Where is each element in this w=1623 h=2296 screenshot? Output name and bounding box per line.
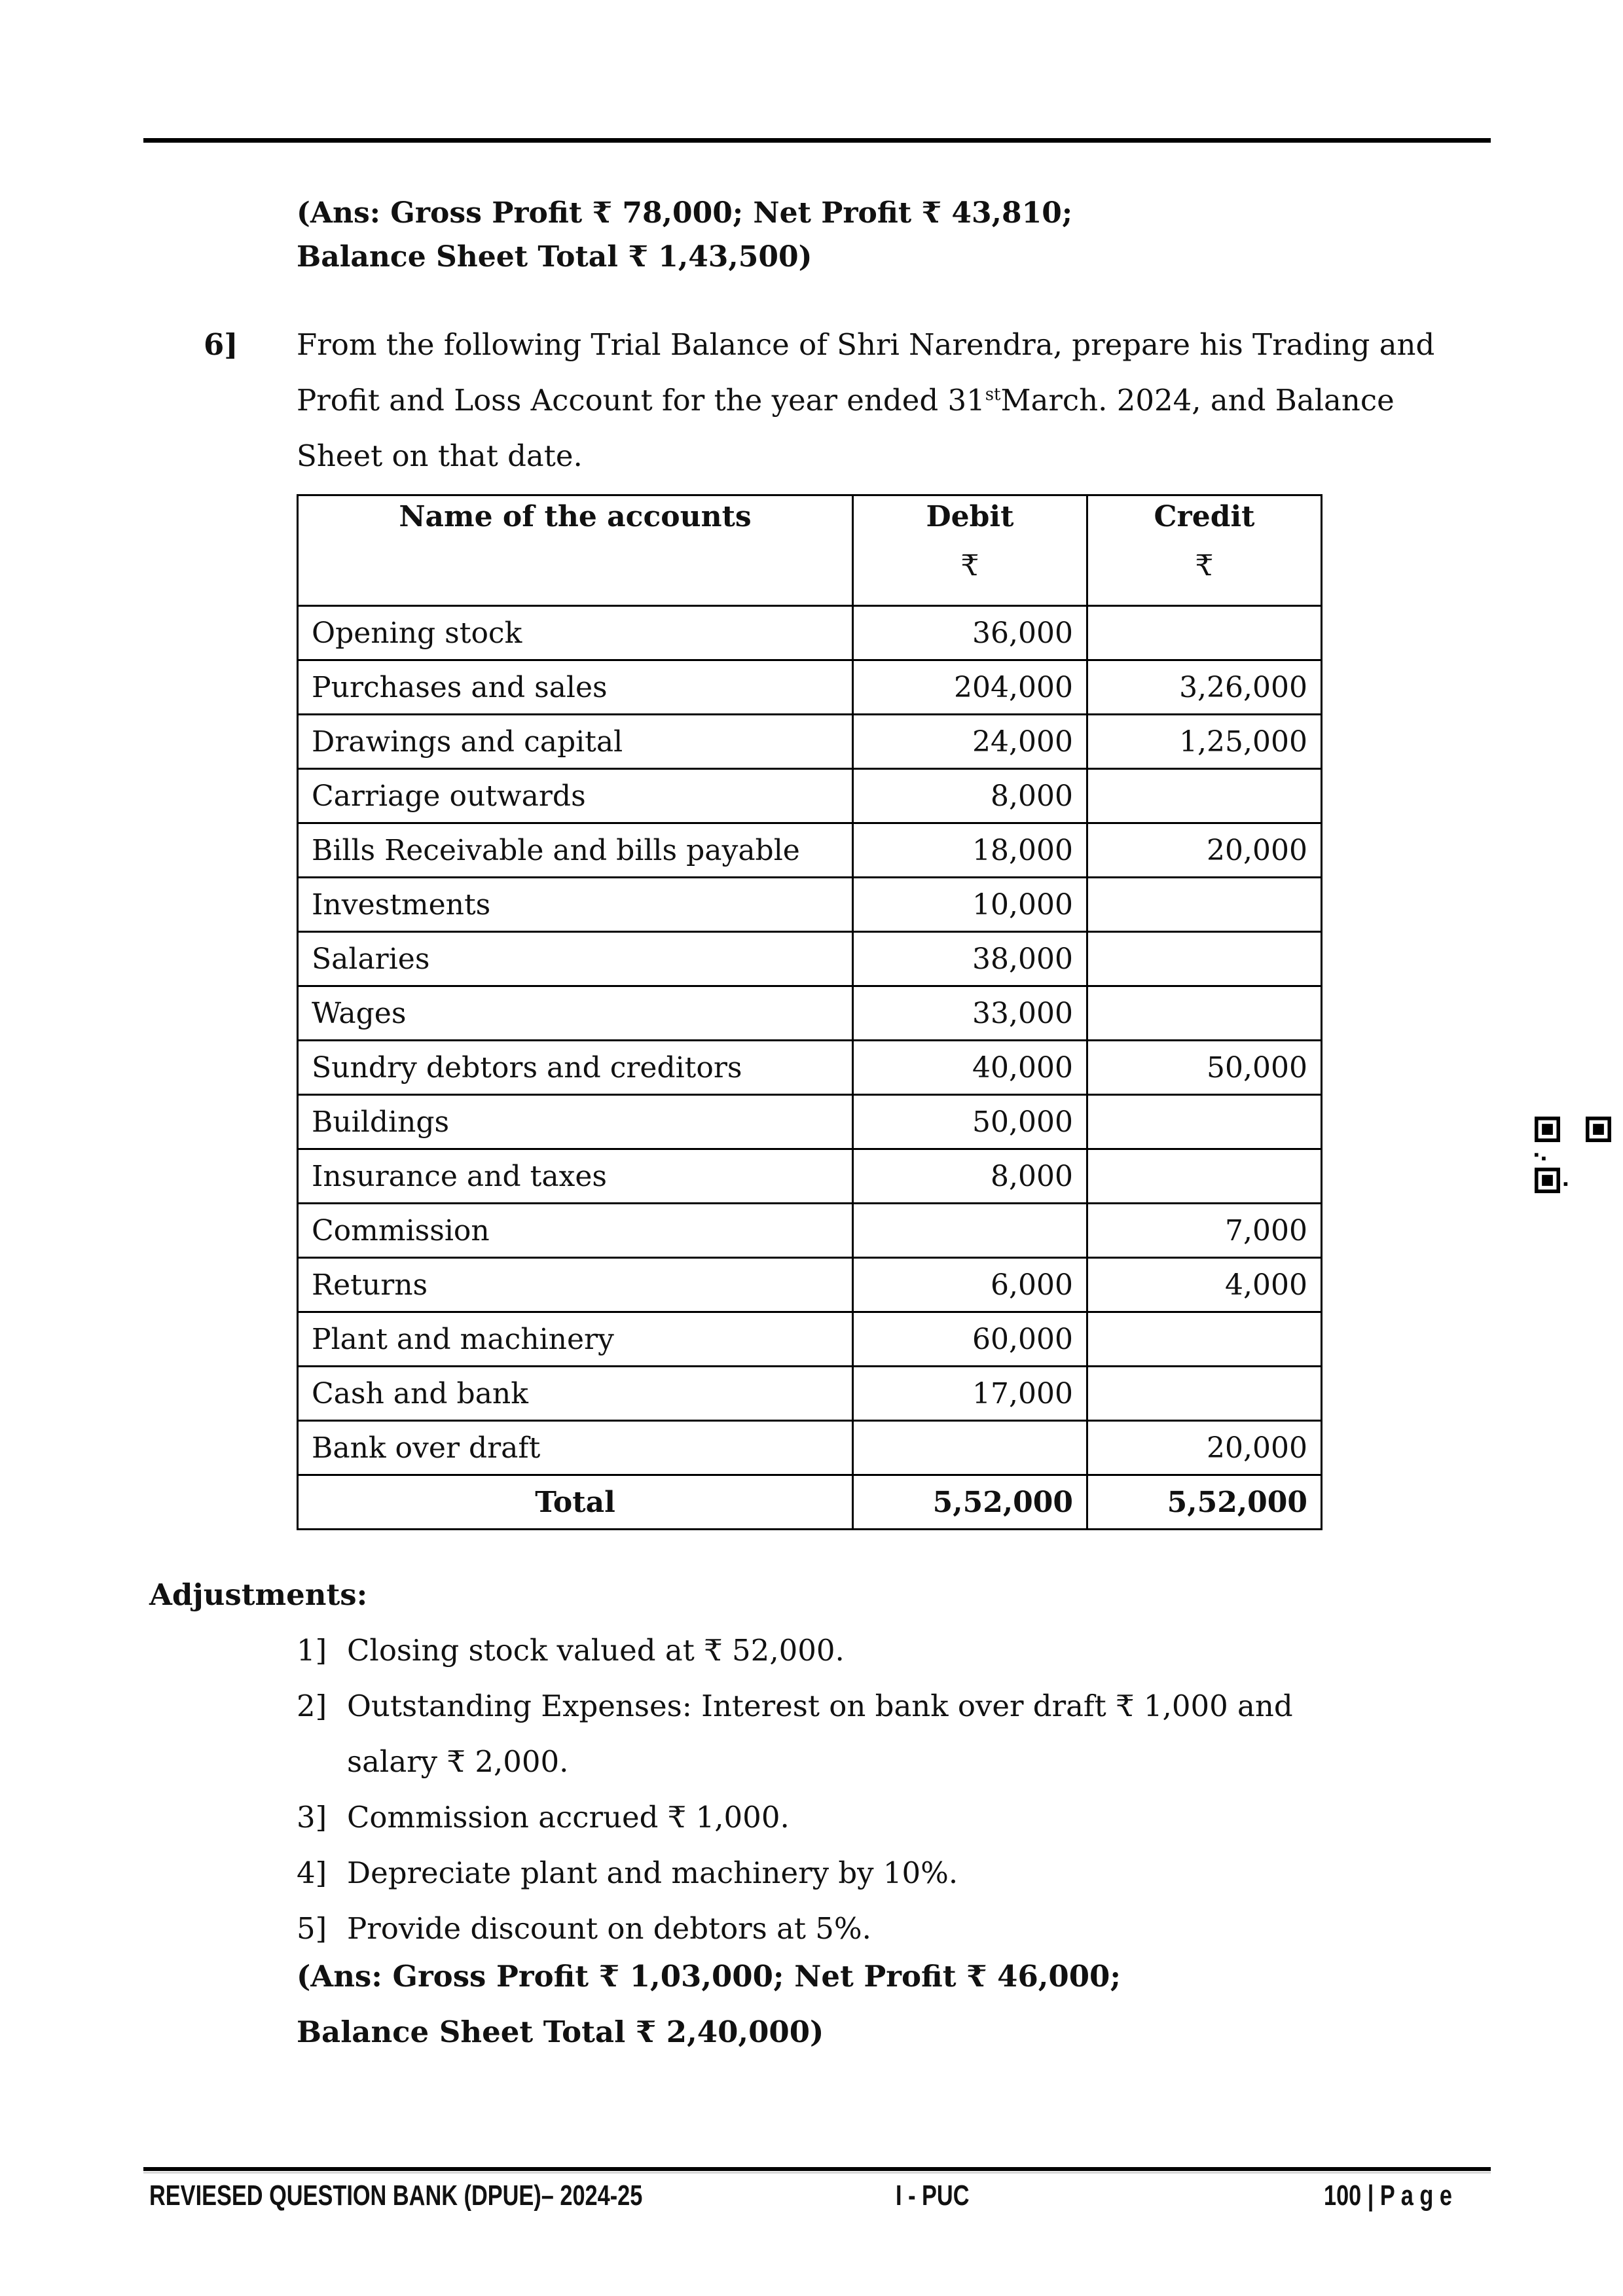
total-row: [298, 1475, 1322, 1530]
question-line-3: Sheet on that date.: [297, 439, 583, 473]
credit-amount: 20,000: [1087, 823, 1322, 878]
account-name: Sundry debtors and creditors: [298, 1041, 853, 1095]
header-credit-label: Credit: [1154, 500, 1255, 533]
table-row: [298, 606, 1322, 660]
adjustment-text: Commission accrued ₹ 1,000.: [347, 1800, 790, 1835]
footer-rule-shadow: [143, 2172, 1491, 2174]
credit-amount: [1087, 1367, 1322, 1421]
debit-amount: 60,000: [853, 1312, 1087, 1367]
account-name: Investments: [298, 878, 853, 932]
answer-line-1: (Ans: Gross Profit ₹ 1,03,000; Net Profit ₹ 46,000;: [297, 1959, 1121, 1994]
credit-amount: [1087, 1149, 1322, 1204]
table-row: [298, 1312, 1322, 1367]
table-row: [298, 1258, 1322, 1312]
debit-amount: 33,000: [853, 986, 1087, 1041]
credit-amount: 1,25,000: [1087, 715, 1322, 769]
question-line-2-post: March. 2024, and Balance: [1000, 383, 1395, 418]
adjustment-text: Provide discount on debtors at 5%.: [347, 1911, 871, 1946]
debit-amount: 17,000: [853, 1367, 1087, 1421]
header-debit-label: Debit: [926, 500, 1014, 533]
rupee-symbol: ₹: [1195, 549, 1214, 583]
header-rule: [143, 138, 1491, 143]
account-name: Purchases and sales: [298, 660, 853, 715]
header-name-label: Name of the accounts: [399, 500, 752, 533]
previous-answer-line-2: Balance Sheet Total ₹ 1,43,500): [297, 240, 812, 274]
question-line-2: [297, 383, 1395, 418]
table-row: [298, 1149, 1322, 1204]
credit-amount: [1087, 932, 1322, 986]
table-header-row: [298, 495, 1322, 606]
adjustment-number: 1]: [297, 1633, 327, 1668]
table-row: [298, 1204, 1322, 1258]
debit-amount: 40,000: [853, 1041, 1087, 1095]
table-row: [298, 660, 1322, 715]
credit-amount: 50,000: [1087, 1041, 1322, 1095]
rupee-symbol: ₹: [960, 549, 979, 583]
credit-amount: [1087, 1312, 1322, 1367]
credit-amount: [1087, 1095, 1322, 1149]
account-name: Salaries: [298, 932, 853, 986]
adjustment-item: [297, 1911, 871, 1946]
adjustment-item: [297, 1689, 1293, 1723]
account-name: Plant and machinery: [298, 1312, 853, 1367]
adjustment-number: 3]: [297, 1800, 327, 1835]
debit-amount: 38,000: [853, 932, 1087, 986]
question-line-2-pre: Profit and Loss Account for the year ended 31: [297, 383, 985, 418]
total-label: Total: [298, 1475, 853, 1530]
account-name: Returns: [298, 1258, 853, 1312]
table-row: [298, 1041, 1322, 1095]
account-name: Drawings and capital: [298, 715, 853, 769]
debit-amount: 24,000: [853, 715, 1087, 769]
qr-code-icon: [1535, 1117, 1611, 1193]
credit-amount: 7,000: [1087, 1204, 1322, 1258]
account-name: Carriage outwards: [298, 769, 853, 823]
credit-amount: [1087, 769, 1322, 823]
account-name: Bank over draft: [298, 1421, 853, 1475]
total-credit: 5,52,000: [1087, 1475, 1322, 1530]
adjustment-number: 5]: [297, 1911, 327, 1946]
header-debit: [853, 495, 1087, 606]
account-name: Buildings: [298, 1095, 853, 1149]
account-name: Cash and bank: [298, 1367, 853, 1421]
account-name: Bills Receivable and bills payable: [298, 823, 853, 878]
header-credit: [1087, 495, 1322, 606]
debit-amount: 8,000: [853, 1149, 1087, 1204]
previous-answer-line-1: (Ans: Gross Profit ₹ 78,000; Net Profit ₹ 43,810;: [297, 196, 1073, 230]
credit-amount: 3,26,000: [1087, 660, 1322, 715]
table-row: [298, 986, 1322, 1041]
table-row: [298, 1367, 1322, 1421]
question-line-1: From the following Trial Balance of Shri Narendra, prepare his Trading and: [297, 327, 1435, 362]
adjustment-item: [297, 1856, 958, 1890]
table-row: [298, 769, 1322, 823]
adjustment-text: Outstanding Expenses: Interest on bank over draft ₹ 1,000 and: [347, 1689, 1293, 1723]
debit-amount: 204,000: [853, 660, 1087, 715]
adjustment-number: 4]: [297, 1856, 327, 1890]
table-row: [298, 1421, 1322, 1475]
table-row: [298, 1095, 1322, 1149]
adjustment-item: [297, 1633, 845, 1668]
adjustment-number: 2]: [297, 1689, 327, 1723]
credit-amount: [1087, 986, 1322, 1041]
adjustment-item: [297, 1800, 790, 1835]
debit-amount: [853, 1204, 1087, 1258]
header-name: [298, 495, 853, 606]
answer-line-2: Balance Sheet Total ₹ 2,40,000): [297, 2015, 824, 2049]
debit-amount: 18,000: [853, 823, 1087, 878]
credit-amount: [1087, 878, 1322, 932]
debit-amount: 36,000: [853, 606, 1087, 660]
footer-class: I - PUC: [896, 2179, 970, 2212]
debit-amount: 8,000: [853, 769, 1087, 823]
footer-page-number: 100 | P a g e: [1324, 2179, 1452, 2212]
account-name: Opening stock: [298, 606, 853, 660]
adjustment-text: Depreciate plant and machinery by 10%.: [347, 1856, 958, 1890]
footer-rule: [143, 2167, 1491, 2171]
superscript-st: st: [985, 385, 1001, 404]
account-name: Wages: [298, 986, 853, 1041]
footer-title: REVIESED QUESTION BANK (DPUE)– 2024-25: [149, 2179, 643, 2212]
debit-amount: 50,000: [853, 1095, 1087, 1149]
table-row: [298, 878, 1322, 932]
table-row: [298, 932, 1322, 986]
table-row: [298, 823, 1322, 878]
question-number: 6]: [204, 327, 238, 362]
account-name: Insurance and taxes: [298, 1149, 853, 1204]
total-debit: 5,52,000: [853, 1475, 1087, 1530]
credit-amount: [1087, 606, 1322, 660]
debit-amount: [853, 1421, 1087, 1475]
credit-amount: 20,000: [1087, 1421, 1322, 1475]
credit-amount: 4,000: [1087, 1258, 1322, 1312]
table-row: [298, 715, 1322, 769]
adjustment-text: Closing stock valued at ₹ 52,000.: [347, 1633, 845, 1668]
debit-amount: 10,000: [853, 878, 1087, 932]
trial-balance-table: [297, 494, 1322, 1530]
adjustments-heading: Adjustments:: [149, 1577, 368, 1612]
debit-amount: 6,000: [853, 1258, 1087, 1312]
account-name: Commission: [298, 1204, 853, 1258]
adjustment-continuation: salary ₹ 2,000.: [347, 1744, 569, 1779]
